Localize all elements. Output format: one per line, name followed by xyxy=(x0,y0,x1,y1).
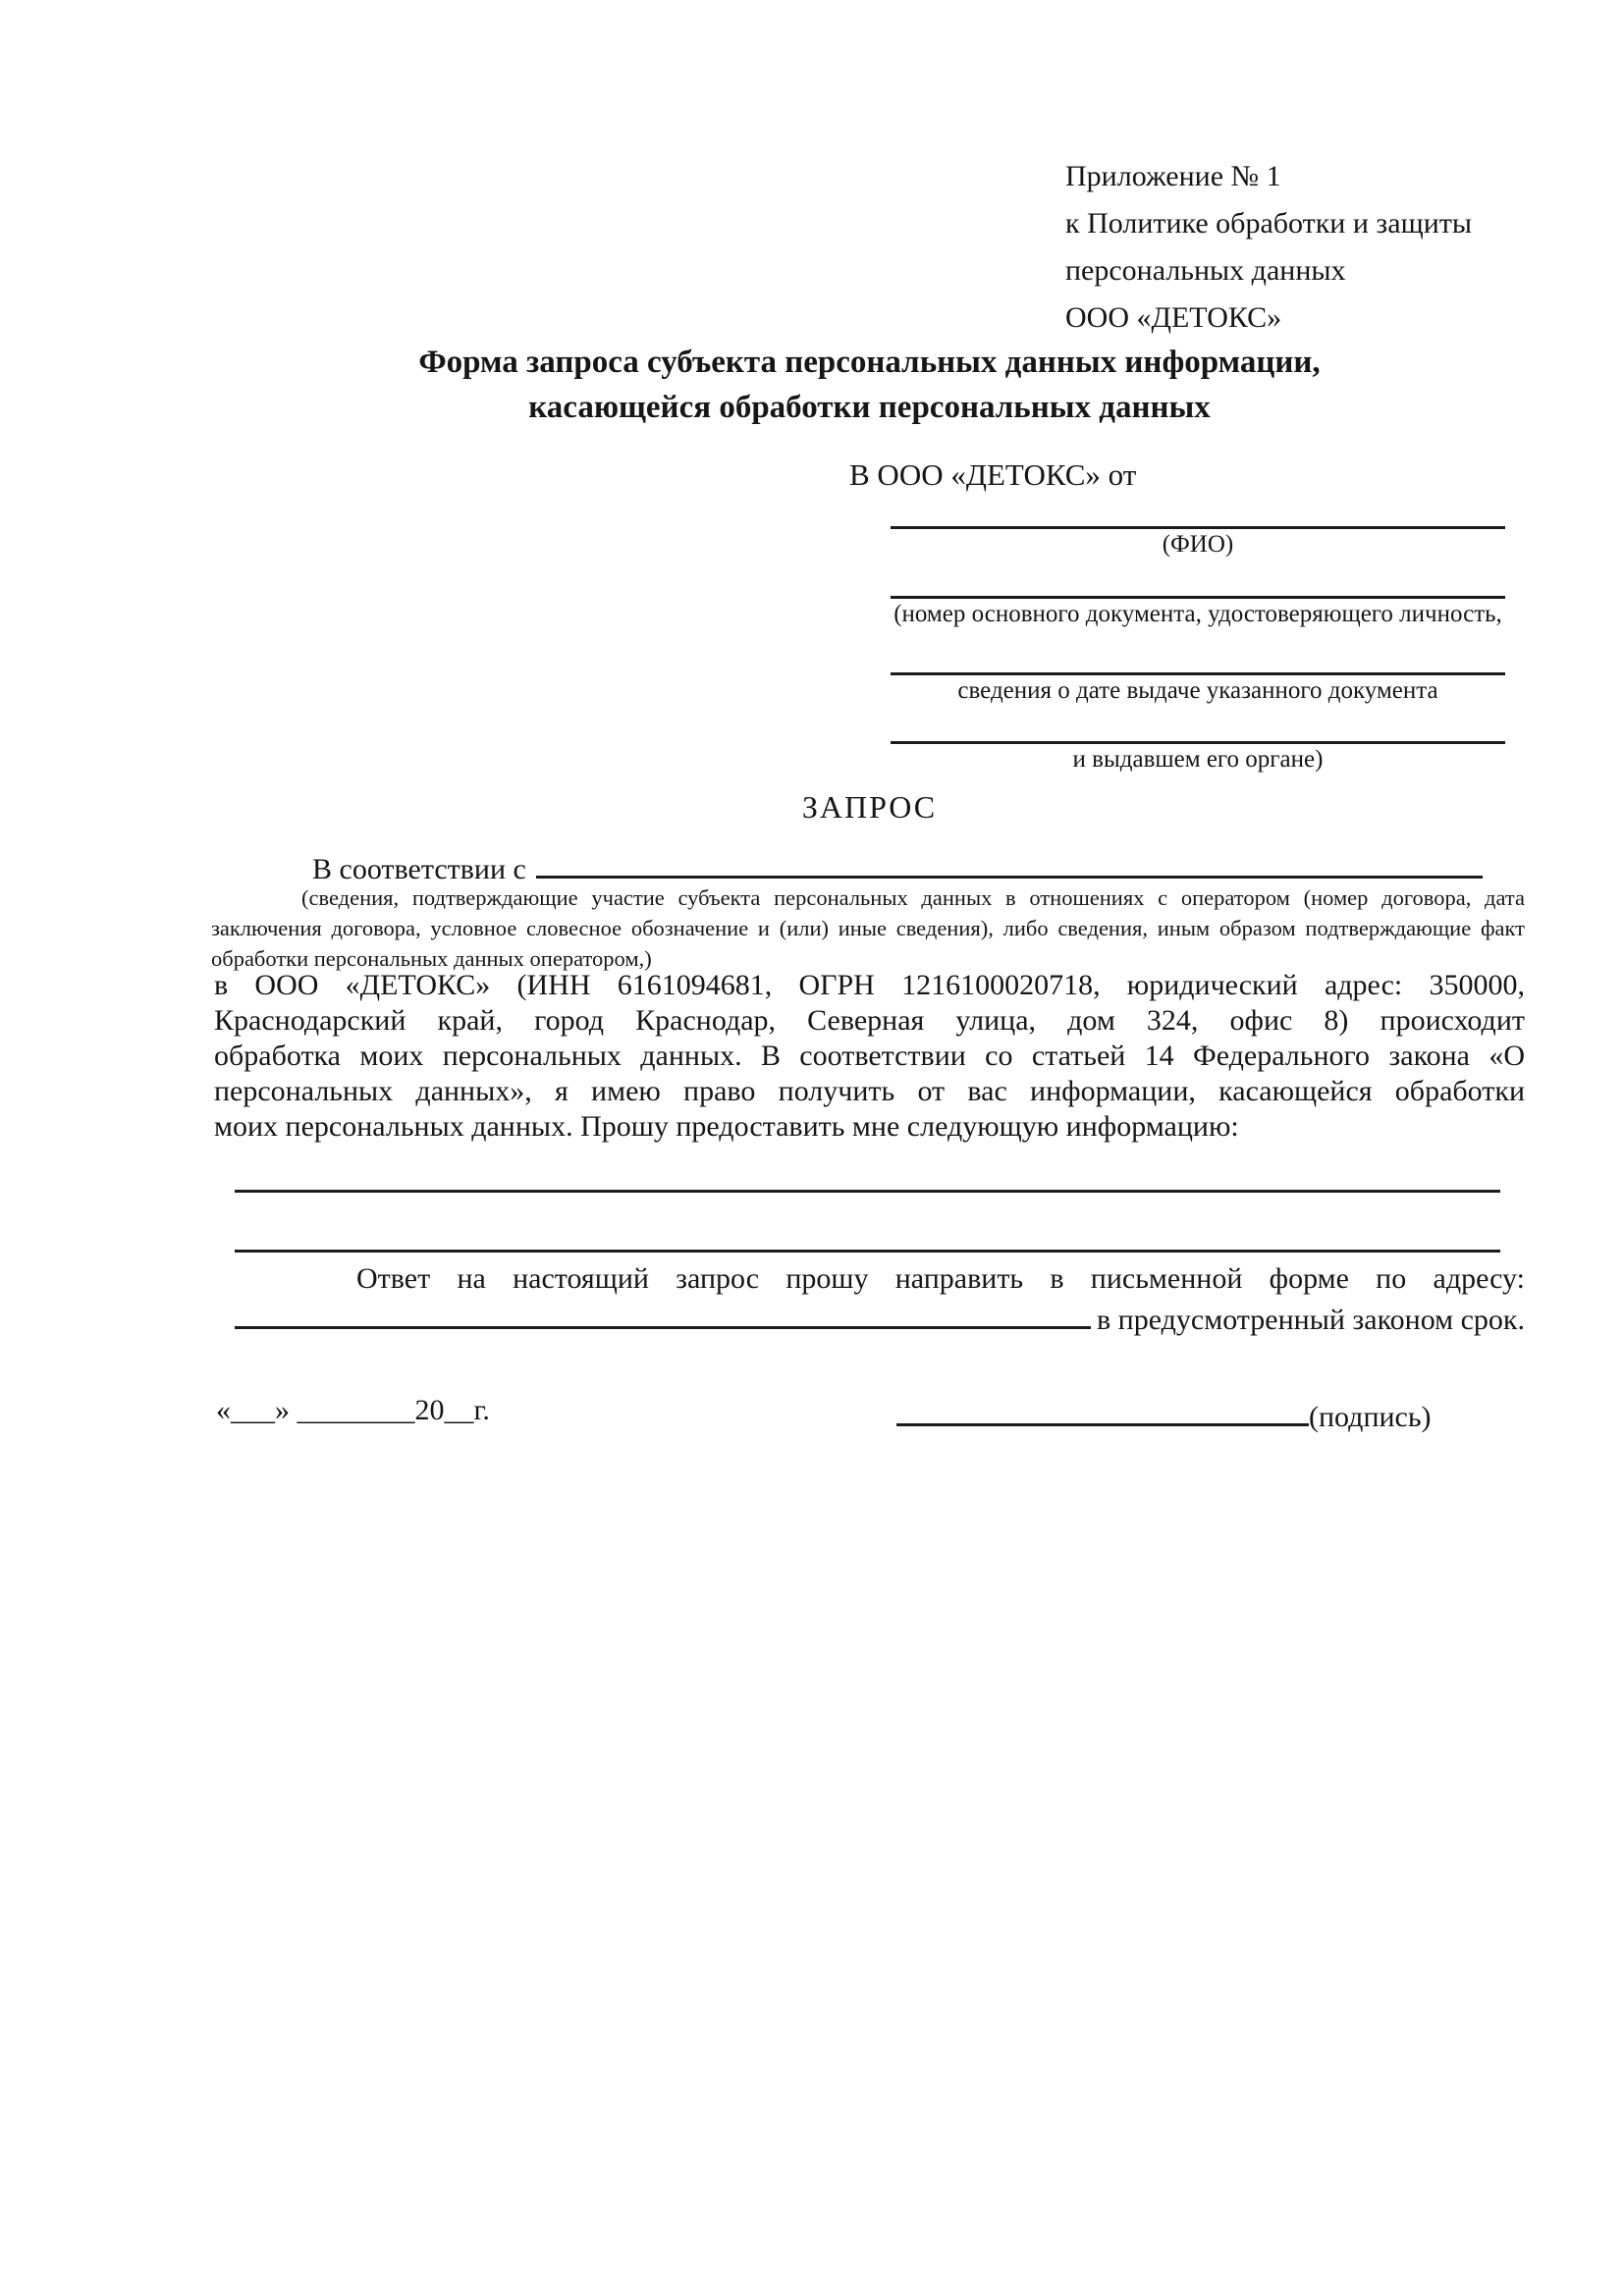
issue-date-fill-line xyxy=(891,629,1505,675)
appendix-header-line: Приложение № 1 xyxy=(1065,160,1281,192)
appendix-header xyxy=(1065,153,1472,342)
reply-line: Ответ на настоящий запрос прошу направить в письменной форме по адресу: xyxy=(356,1262,1525,1295)
issue-date-caption: сведения о дате выдаче указанного документа xyxy=(957,677,1438,704)
note-line: обработки персональных данных оператором,) xyxy=(211,946,652,971)
address-fill-line xyxy=(235,1297,1091,1329)
appendix-header-line: к Политике обработки и защиты xyxy=(1065,207,1473,240)
fio-caption: (ФИО) xyxy=(1162,531,1234,558)
date-signature-row xyxy=(216,1394,1525,1437)
addressee-fill-fields xyxy=(891,493,1505,774)
signature-caption: (подпись) xyxy=(1309,1401,1432,1433)
body-paragraph xyxy=(214,968,1525,1145)
appendix-header-line: ООО «ДЕТОКС» xyxy=(1065,301,1282,334)
addressee-block xyxy=(849,457,1505,774)
body-line: моих персональных данных. Прошу предоставить мне следующую информацию: xyxy=(214,1110,1239,1143)
issuing-authority-caption: и выдавшем его органе) xyxy=(1072,746,1324,773)
form-title xyxy=(214,340,1525,430)
fio-fill-line xyxy=(891,493,1505,529)
signature-fill-line xyxy=(896,1394,1309,1426)
addressee-label: В ООО «ДЕТОКС» от xyxy=(849,457,1137,492)
reply-deadline: в предусмотренный законом срок. xyxy=(1097,1304,1525,1336)
document-number-fill-line xyxy=(891,560,1505,599)
issuing-authority-fill-line xyxy=(891,706,1505,744)
note-line: заключения договора, условное словесное обозначение и (или) иные сведения), либо сведения, иным образом подтверждающие факт xyxy=(211,916,1525,940)
body-line: обработка моих персональных данных. В соответствии со статьей 14 Федерального закона «О xyxy=(214,1040,1525,1072)
explanatory-note xyxy=(211,882,1525,974)
info-fill-line-1 xyxy=(235,1158,1500,1193)
signature-area xyxy=(896,1394,1432,1434)
accordance-line xyxy=(214,844,1525,886)
reply-block xyxy=(214,1260,1525,1338)
request-heading: ЗАПРОС xyxy=(801,789,938,825)
date-line: «___» ________20__г. xyxy=(216,1394,490,1426)
document-number-caption: (номер основного документа, удостоверяющего личность, xyxy=(893,601,1502,627)
form-title-line-2: касающейся обработки персональных данных xyxy=(528,390,1211,425)
info-fill-line-2 xyxy=(235,1218,1500,1253)
body-line: в ООО «ДЕТОКС» (ИНН 6161094681, ОГРН 1216100020718, юридический адрес: 350000, xyxy=(214,969,1525,1001)
accordance-prefix: В соответствии с xyxy=(312,853,526,885)
body-line: персональных данных», я имею право получить от вас информации, касающейся обработки xyxy=(214,1075,1525,1107)
note-line: (сведения, подтверждающие участие субъекта персональных данных в отношениях с оператором (номер договора, дата xyxy=(301,885,1525,910)
appendix-header-line: персональных данных xyxy=(1065,254,1346,287)
form-title-line-1: Форма запроса субъекта персональных данных информации, xyxy=(418,345,1321,380)
accordance-fill-line xyxy=(536,844,1483,879)
body-line: Краснодарский край, город Краснодар, Северная улица, дом 324, офис 8) происходит xyxy=(214,1004,1525,1037)
reply-address-row xyxy=(214,1297,1525,1338)
